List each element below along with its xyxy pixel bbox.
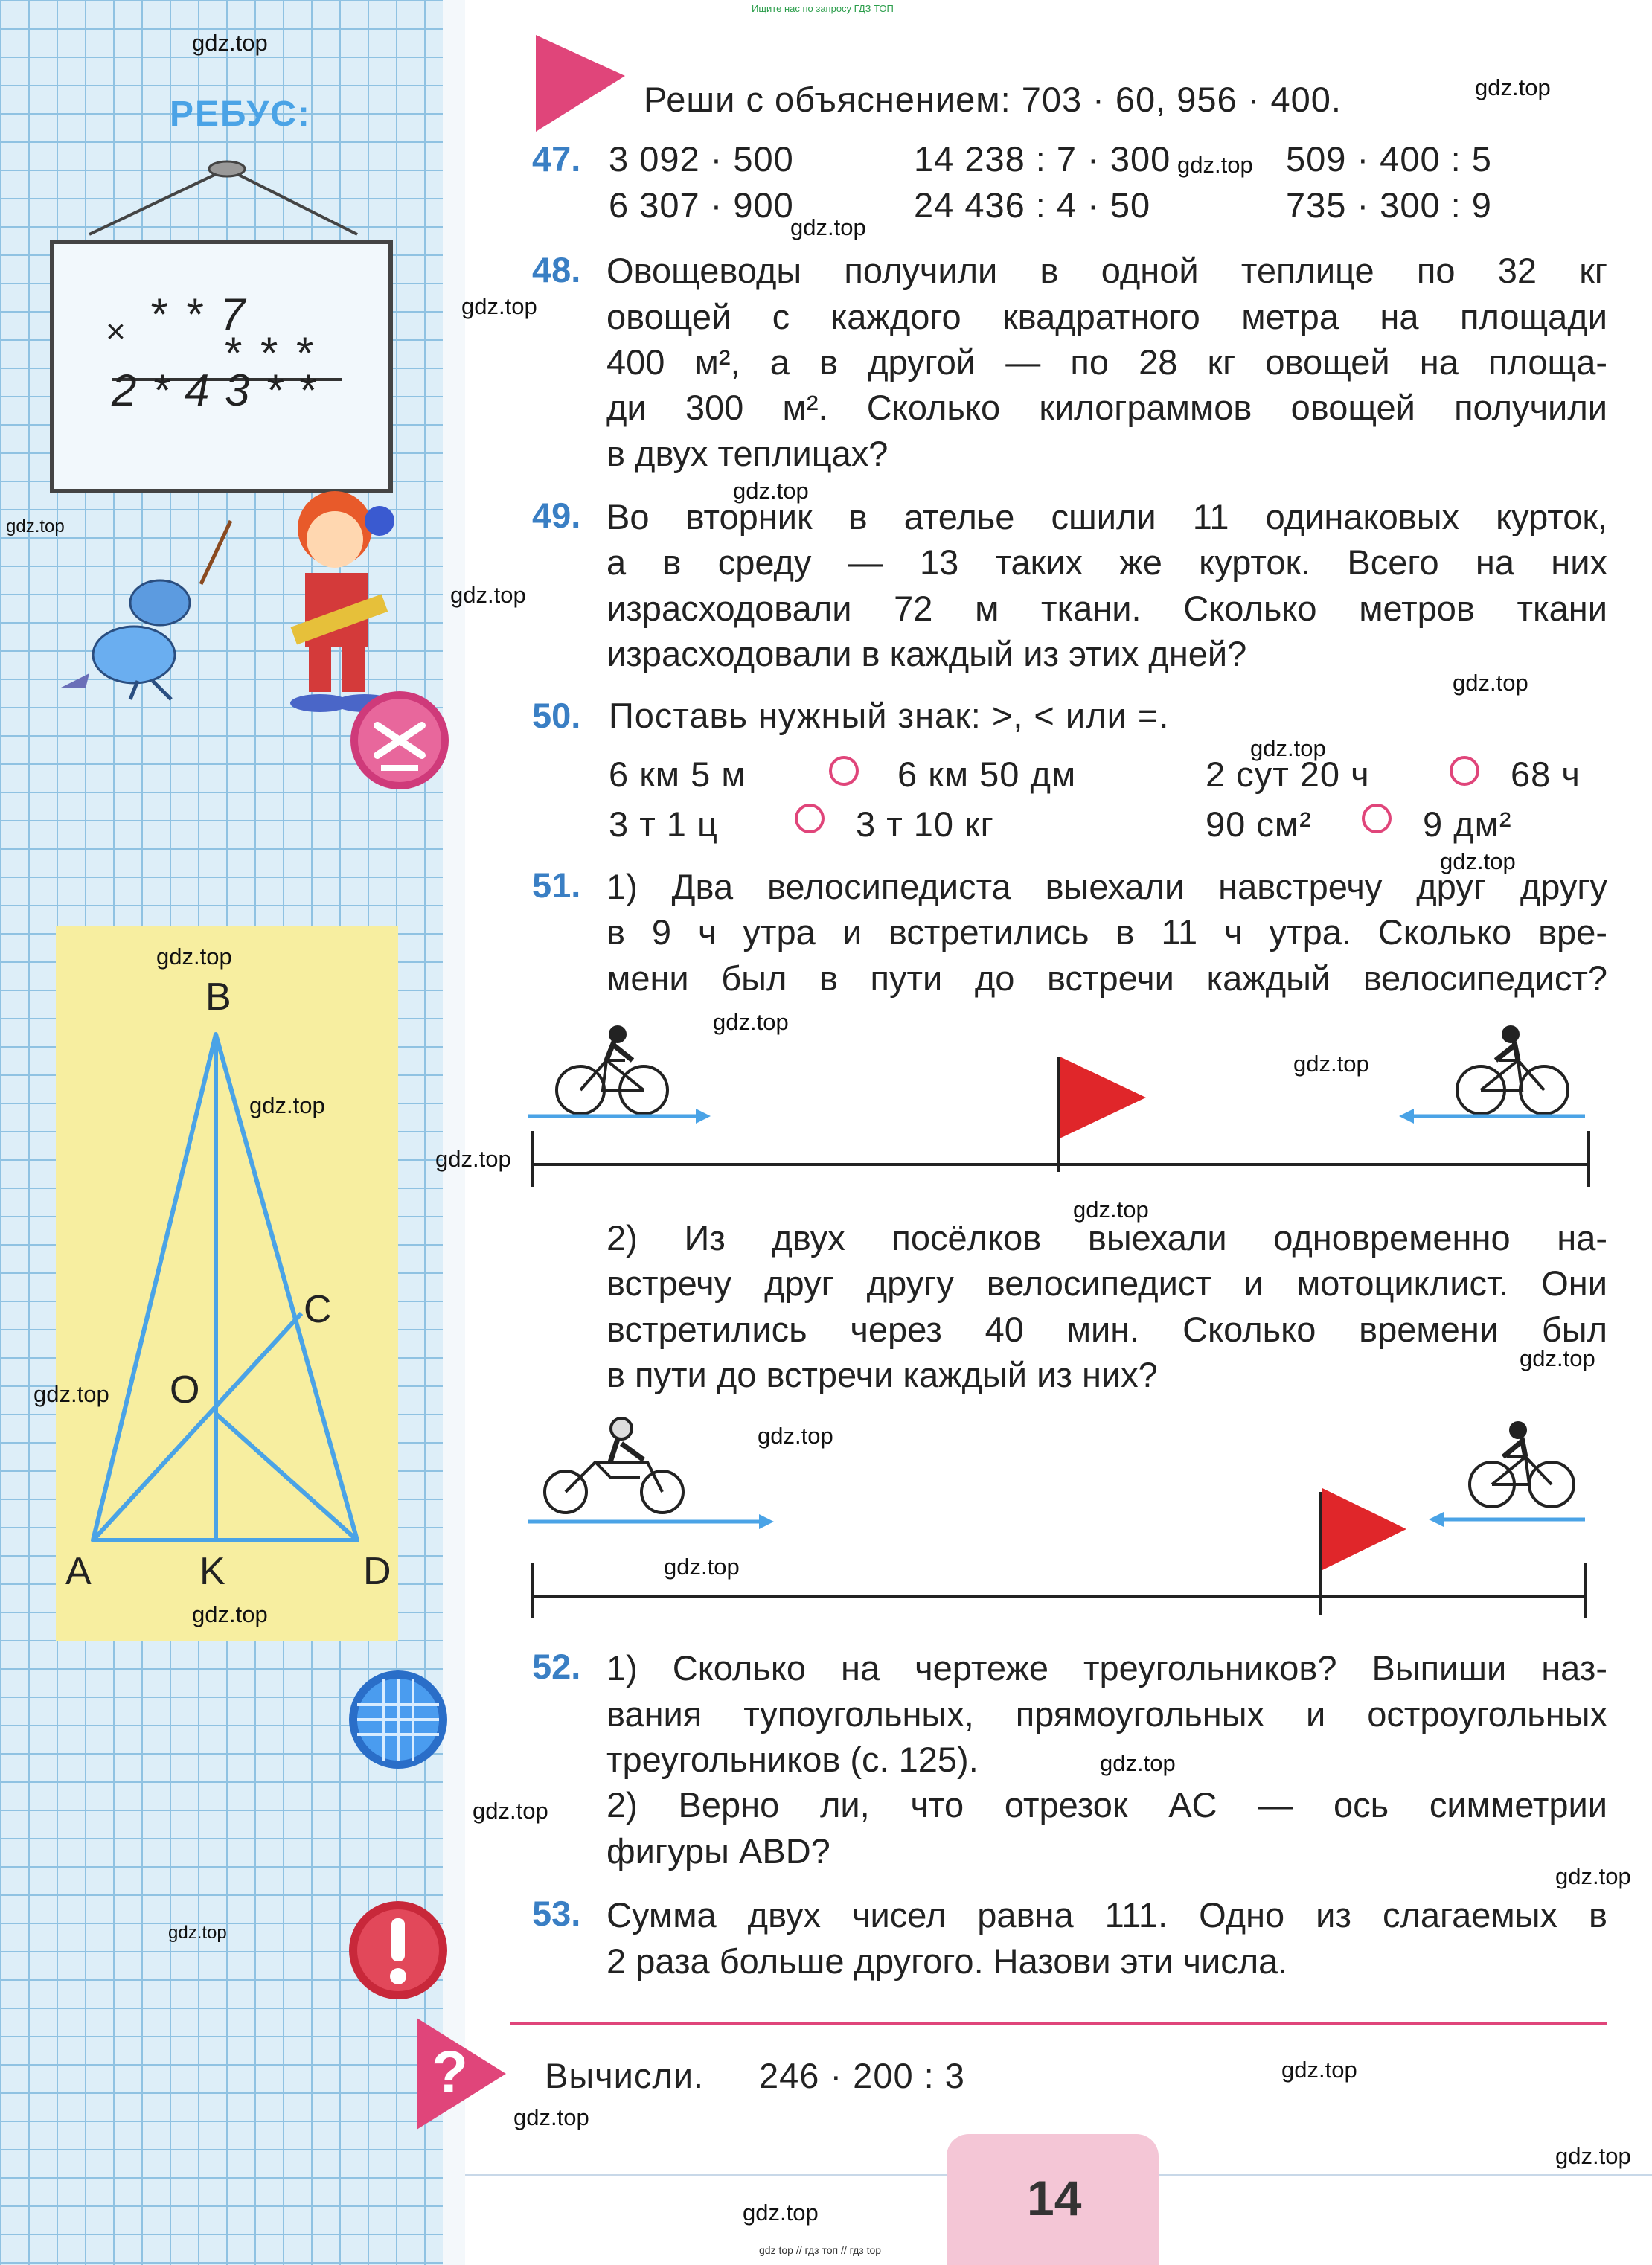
watermark: gdz.top (513, 2104, 589, 2130)
task-47-expr: 3 092 · 500 (609, 139, 794, 179)
watermark: gdz.top (192, 1601, 268, 1627)
compare-b-right: 68 ч (1511, 755, 1581, 794)
rebus-operator: × (106, 312, 126, 350)
watermark: gdz.top (450, 582, 526, 608)
watermark: gdz.top (1440, 848, 1516, 874)
task-number-51: 51. (532, 865, 581, 905)
point-label-D: D (363, 1550, 391, 1593)
task-52-line: фигуры ABD? (606, 1831, 830, 1871)
task-number-52: 52. (532, 1647, 581, 1686)
watermark: gdz.top (192, 30, 268, 56)
page-number: 14 (1027, 2171, 1082, 2226)
watermark: gdz.top (790, 214, 866, 240)
task-51-line: мени был в пути до встречи каждый велосипедист? (606, 958, 1607, 998)
task-52-line: 1) Сколько на чертеже треугольников? Выпиши наз- (606, 1648, 1607, 1688)
compare-icon (344, 685, 455, 796)
point-label-A: A (65, 1550, 92, 1593)
task-number-53: 53. (532, 1894, 581, 1933)
point-label-C: C (304, 1288, 332, 1331)
compare-circle-d[interactable] (1362, 804, 1392, 833)
motorcycle-icon (545, 1418, 683, 1513)
compare-circle-c[interactable] (795, 804, 825, 833)
task-47-expr: 24 436 : 4 · 50 (914, 185, 1151, 225)
task-53-line: 2 раза больше другого. Назови эти числа. (606, 1941, 1288, 1981)
section-divider (510, 2022, 1607, 2025)
task-48-line: ди 300 м². Сколько килограммов овощей получили (606, 388, 1607, 427)
task-47-expr: 735 · 300 : 9 (1286, 185, 1492, 225)
compare-c-right: 3 т 10 кг (856, 804, 994, 844)
compare-d-left: 90 см² (1206, 804, 1312, 844)
task-49-line: Во вторник в ателье сшили 11 одинаковых курток, (606, 497, 1607, 536)
watermark: gdz.top (1475, 74, 1551, 100)
watermark: gdz.top (1453, 670, 1528, 696)
watermark: gdz.top (1073, 1196, 1149, 1223)
task-51-line: в 9 ч утра и встретились в 11 ч утра. Сколько вре- (606, 912, 1607, 952)
task-51-2-line: в пути до встречи каждый из них? (606, 1355, 1158, 1394)
task-49-line: израсходовали в каждый из этих дней? (606, 634, 1247, 673)
task-number-48: 48. (532, 250, 581, 289)
top-note: Ищите нас по запросу ГДЗ ТОП (752, 3, 894, 14)
task-51-2-line: встретились через 40 мин. Сколько времени был (606, 1310, 1607, 1349)
watermark: gdz.top (1293, 1051, 1369, 1077)
watermark: gdz.top (1100, 1750, 1176, 1776)
watermark: gdz.top (733, 478, 809, 504)
rebus-row2: * * * (225, 328, 317, 378)
watermark: gdz.top (713, 1009, 789, 1035)
watermark: gdz.top (249, 1092, 325, 1118)
watermark: gdz.top (1555, 1863, 1631, 1889)
watermark: gdz.top (1520, 1345, 1595, 1371)
bicycle-icon-right-2 (1470, 1423, 1574, 1507)
task-47-expr: 509 · 400 : 5 (1286, 139, 1492, 179)
watermark: gdz.top (664, 1554, 740, 1580)
task-48-line: 400 м², а в другой — по 28 кг овощей на площа- (606, 342, 1607, 382)
watermark: gdz.top (6, 516, 65, 536)
task-51-2-line: встречу друг другу велосипедист и мотоциклист. Они (606, 1263, 1607, 1303)
grid-globe-icon (342, 1664, 454, 1775)
intro-text: Реши с объяснением: 703 · 60, 956 · 400. (644, 80, 1342, 119)
intro-marker-icon (532, 31, 629, 135)
task-number-47: 47. (532, 139, 581, 179)
svg-text:?: ? (432, 2039, 468, 2105)
task-47-expr: 14 238 : 7 · 300 (914, 139, 1171, 179)
watermark: gdz.top (743, 2200, 819, 2226)
task-48-line: овощей с каждого квадратного метра на площади (606, 297, 1607, 336)
task-48-line: Овощеводы получили в одной теплице по 32 кг (606, 251, 1607, 290)
point-label-O: O (170, 1368, 200, 1412)
watermark: gdz.top (1177, 152, 1253, 178)
bottom-note: gdz top // гдз топ // гдз top (759, 2244, 882, 2256)
compare-circle-b[interactable] (1450, 756, 1479, 786)
task-53-line: Сумма двух чисел равна 111. Одно из слагаемых в (606, 1895, 1607, 1935)
task-47-expr: 6 307 · 900 (609, 185, 794, 225)
point-label-B: B (205, 975, 231, 1019)
watermark: gdz.top (33, 1381, 109, 1407)
compare-c-left: 3 т 1 ц (609, 804, 718, 844)
watermark: gdz.top (461, 293, 537, 319)
compare-a-left: 6 км 5 м (609, 755, 746, 794)
watermark: gdz.top (1250, 735, 1326, 761)
calculate-label: Вычисли. (545, 2056, 705, 2095)
task-number-50: 50. (532, 696, 581, 735)
bicycle-icon-left (557, 1027, 667, 1114)
watermark: gdz.top (1281, 2057, 1357, 2083)
watermark: gdz.top (168, 1923, 227, 1943)
exclamation-icon (342, 1894, 454, 2006)
task-49-line: израсходовали 72 м ткани. Сколько метров ткани (606, 589, 1607, 628)
compare-circle-a[interactable] (829, 756, 859, 786)
bicycle-icon-right (1457, 1027, 1568, 1114)
task-number-49: 49. (532, 496, 581, 535)
compare-b-left: 2 сут 20 ч (1206, 755, 1370, 794)
triangle-figure (56, 926, 398, 1641)
task-51-2-line: 2) Из двух посёлков выехали одновременно на- (606, 1218, 1607, 1258)
watermark: gdz.top (1555, 2143, 1631, 2169)
watermark: gdz.top (435, 1146, 511, 1172)
task-49-line: а в среду — 13 таких же курток. Всего на них (606, 542, 1607, 582)
task-52-line: вания тупоугольных, прямоугольных и остроугольных (606, 1694, 1607, 1734)
calculate-expression: 246 · 200 : 3 (759, 2056, 965, 2095)
task-51-line: 1) Два велосипедиста выехали навстречу друг другу (606, 867, 1607, 906)
point-label-K: K (199, 1550, 225, 1593)
task-50-heading: Поставь нужный знак: >, < или =. (609, 696, 1170, 735)
compare-d-right: 9 дм² (1423, 804, 1512, 844)
watermark: gdz.top (758, 1423, 833, 1449)
task-48-line: в двух теплицах? (606, 434, 889, 473)
compare-a-right: 6 км 50 дм (897, 755, 1077, 794)
watermark: gdz.top (156, 944, 232, 970)
rebus-title: РЕБУС: (170, 94, 311, 134)
task-52-line: 2) Верно ли, что отрезок AC — ось симметрии (606, 1785, 1607, 1825)
task-52-line: треугольников (с. 125). (606, 1740, 979, 1779)
watermark: gdz.top (473, 1798, 548, 1824)
question-icon (417, 2018, 513, 2130)
rebus-row1: * * 7 (149, 289, 249, 339)
moto-cyclist-diagram (521, 1406, 1600, 1630)
rebus-result: 2 * 4 3 * * (112, 365, 317, 415)
cyclists-diagram (521, 1019, 1600, 1198)
